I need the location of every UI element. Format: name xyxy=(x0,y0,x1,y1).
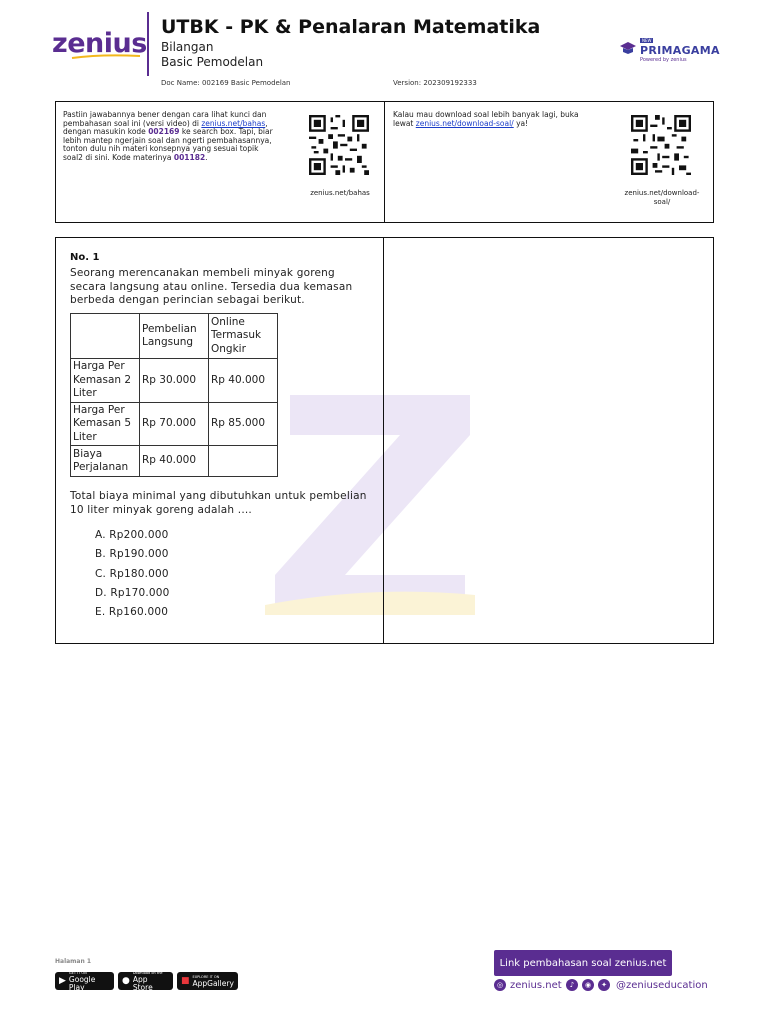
table-row xyxy=(71,359,278,403)
question-number: No. 1 xyxy=(70,252,100,263)
tiktok-icon[interactable]: ♪ xyxy=(566,979,578,991)
qr-caption-download xyxy=(612,189,712,207)
option-e[interactable]: E. Rp160.000 xyxy=(95,606,169,618)
info-line xyxy=(63,154,298,163)
appgallery-badge[interactable] xyxy=(177,972,238,990)
question-stem xyxy=(70,267,370,308)
badge-label xyxy=(193,974,234,988)
doc-version: Version: 202309192333 xyxy=(393,79,477,87)
qr-caption-line: zenius.net/download- xyxy=(624,189,700,197)
table-row xyxy=(71,446,278,477)
question-prompt xyxy=(70,490,370,517)
table-header-cell: Pembelian Langsung xyxy=(140,314,209,359)
info-text: dengan masukin kode xyxy=(63,127,149,137)
info-line: tonton dulu nih materi konsepnya yang sesuai topik xyxy=(63,144,259,154)
table-header-row xyxy=(71,314,278,359)
qr-code-bahas[interactable] xyxy=(309,115,369,175)
partner-powered: Powered by zenius xyxy=(640,57,687,63)
doc-name: Doc Name: 002169 Basic Pemodelan xyxy=(161,79,291,87)
info-text: . xyxy=(205,152,208,162)
download-soal-link[interactable]: zenius.net/download-soal/ xyxy=(415,118,514,128)
table-cell: Rp 70.000 xyxy=(140,402,209,446)
option-a[interactable]: A. Rp200.000 xyxy=(95,529,169,541)
table-cell: Rp 40.000 xyxy=(140,446,209,477)
info-text: soal2 di sini. Kode materinya xyxy=(63,152,174,162)
partner-tag: NEW xyxy=(642,38,652,43)
apple-icon: ● xyxy=(122,976,130,986)
table-header-cell xyxy=(71,314,140,359)
google-play-badge[interactable] xyxy=(55,972,114,990)
table-cell: Harga Per Kemasan 2 Liter xyxy=(71,359,140,403)
page-number: Halaman 1 xyxy=(55,958,92,965)
table-cell: Biaya Perjalanan xyxy=(71,446,140,477)
subtopic-label: Basic Pemodelan xyxy=(161,55,264,69)
page-title: UTBK - PK & Penalaran Matematika xyxy=(161,16,541,38)
info-text: ke search box. Tapi, biar xyxy=(179,127,273,137)
qr-caption-bahas: zenius.net/bahas xyxy=(310,189,370,197)
info-divider xyxy=(384,101,385,223)
table-header-cell: Online Termasuk Ongkir xyxy=(209,314,278,359)
option-b[interactable]: B. Rp190.000 xyxy=(95,548,169,560)
google-play-icon: ▶ xyxy=(59,976,66,986)
header-divider xyxy=(147,12,149,76)
twitter-icon[interactable]: ✦ xyxy=(598,979,610,991)
badge-small: EXPLORE IT ON xyxy=(192,975,220,979)
badge-big: Google Play xyxy=(68,975,96,992)
table-cell: Rp 40.000 xyxy=(209,359,278,403)
badge-small: GET IT ON xyxy=(68,971,87,975)
logo-swoosh xyxy=(52,54,142,60)
badge-label xyxy=(69,970,110,992)
soal-code: 002169 xyxy=(148,127,180,137)
instagram-icon[interactable]: ◉ xyxy=(582,979,594,991)
info-text: , xyxy=(265,118,268,128)
info-text: pembahasan soal ini (versi video) di xyxy=(63,118,202,128)
prompt-line: 10 liter minyak goreng adalah .... xyxy=(70,503,252,516)
qr-code-download[interactable] xyxy=(631,115,691,175)
badge-label xyxy=(133,970,169,992)
bahas-link[interactable]: zenius.net/bahas xyxy=(201,118,266,128)
social-handle[interactable]: @zeniuseducation xyxy=(616,980,708,991)
table-cell xyxy=(209,446,278,477)
qr-caption-line: soal/ xyxy=(653,198,671,206)
pembahasan-link-button[interactable]: Link pembahasan soal zenius.net xyxy=(494,950,672,976)
graduation-cap-icon xyxy=(620,40,636,56)
materi-code: 001182 xyxy=(173,152,206,162)
info-text: ya! xyxy=(513,118,529,128)
partner-name: PRIMAGAMA xyxy=(640,44,720,57)
globe-icon: ◎ xyxy=(494,979,506,991)
info-line xyxy=(393,120,623,129)
option-c[interactable]: C. Rp180.000 xyxy=(95,568,169,580)
app-store-badge[interactable] xyxy=(118,972,173,990)
stem-line: berbeda dengan perincian sebagai berikut. xyxy=(70,294,305,306)
badge-big: App Store xyxy=(132,975,153,992)
info-text: lewat xyxy=(393,118,416,128)
website-link[interactable]: zenius.net xyxy=(510,980,562,991)
table-cell: Rp 30.000 xyxy=(140,359,209,403)
question-divider xyxy=(383,237,384,644)
stem-line: Seorang merencanakan membeli minyak goreng xyxy=(70,267,335,279)
info-right-text xyxy=(393,111,623,128)
info-line: Pastiin jawabannya bener dengan cara lihat kunci dan xyxy=(63,110,267,119)
info-left-text xyxy=(63,111,298,163)
badge-big: AppGallery xyxy=(192,979,234,988)
badge-small: Download on the xyxy=(132,971,163,975)
stem-line: secara langsung atau online. Tersedia dua kemasan xyxy=(70,280,353,293)
zenius-logo: zenius xyxy=(52,28,147,59)
primagama-logo xyxy=(620,38,720,66)
table-cell: Rp 85.000 xyxy=(209,402,278,446)
info-line: Kalau mau download soal lebih banyak lagi, buka xyxy=(393,110,579,119)
prompt-line: Total biaya minimal yang dibutuhkan untuk pembelian xyxy=(70,490,367,502)
table-cell: Harga Per Kemasan 5 Liter xyxy=(71,402,140,446)
info-line: lebih mantep ngerjain soal dan ngerti pembahasannya, xyxy=(63,135,272,145)
option-d[interactable]: D. Rp170.000 xyxy=(95,587,170,599)
topic-label: Bilangan xyxy=(161,40,214,54)
huawei-icon: ■ xyxy=(181,976,190,986)
price-table xyxy=(70,313,278,477)
table-row xyxy=(71,402,278,446)
